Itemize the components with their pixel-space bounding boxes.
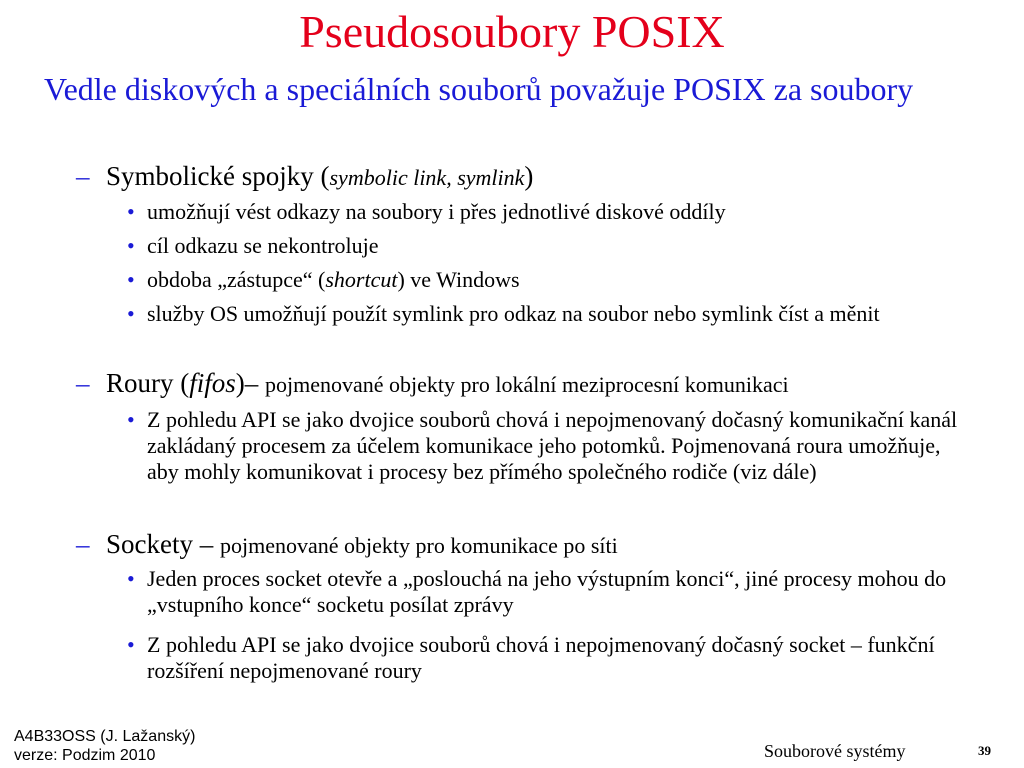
item-text-pre: obdoba „zástupce“ ( <box>147 267 326 292</box>
intro-text: Vedle diskových a speciálních souborů považuje POSIX za soubory <box>44 71 914 107</box>
dash-marker: – <box>76 368 90 398</box>
item-text: Z pohledu API se jako dvojice souborů chová i nepojmenovaný dočasný komunikační kanál zakládaný procesem za účelem komunikace jeho potomků. Pojmenovaná roura umožňuje, aby mohly komunikovat i procesy bez přímého společného rodiče (viz dále) <box>147 407 958 484</box>
bullet-marker: • <box>127 301 135 326</box>
list-item <box>127 407 977 485</box>
bullet-marker: • <box>127 233 135 258</box>
section-heading-italic: fifos <box>189 368 236 398</box>
footer-topic: Souborové systémy <box>764 741 906 761</box>
slide-title: Pseudosoubory POSIX <box>299 6 725 57</box>
bullet-marker: • <box>127 199 135 224</box>
item-text-italic: shortcut <box>325 267 398 292</box>
section-sockets <box>76 528 1024 562</box>
item-text: Z pohledu API se jako dvojice souborů chová i nepojmenovaný dočasný socket – funkční rozšíření nepojmenované roury <box>147 632 935 683</box>
dash-marker: – <box>76 529 90 559</box>
item-text: cíl odkazu se nekontroluje <box>147 233 379 258</box>
bullet-marker: • <box>127 407 135 432</box>
list-item <box>127 233 997 259</box>
list-item <box>127 566 987 618</box>
section-heading: Symbolické spojky <box>106 161 314 191</box>
section-heading-desc: pojmenované objekty pro komunikace po síti <box>220 533 618 558</box>
footer-course: A4B33OSS (J. Lažanský) <box>14 728 196 745</box>
section-heading: Roury ( <box>106 368 190 398</box>
bullet-marker: • <box>127 632 135 657</box>
footer-version: verze: Podzim 2010 <box>14 747 156 764</box>
section-heading-desc: pojmenované objekty pro lokální meziprocesní komunikaci <box>265 372 789 397</box>
section-fifos <box>76 367 1024 401</box>
list-item <box>127 301 967 327</box>
section-symlinks <box>76 160 1024 194</box>
section-heading-paren-open: ( <box>313 161 330 191</box>
section-heading-paren-close: ) <box>524 161 534 191</box>
dash-marker: – <box>76 161 90 191</box>
bullet-marker: • <box>127 566 135 591</box>
list-item <box>127 632 977 684</box>
section-heading: Sockety – <box>106 529 220 559</box>
footer-course-info <box>14 727 195 765</box>
item-text: umožňují vést odkazy na soubory i přes jednotlivé diskové oddíly <box>147 199 726 224</box>
list-item <box>127 199 997 225</box>
section-heading-close: )– <box>235 368 266 398</box>
item-text: Jeden proces socket otevře a „poslouchá na jeho výstupním konci“, jiné procesy mohou do „vstupního konce“ socketu posílat zprávy <box>147 566 947 617</box>
item-text-post: ) ve Windows <box>397 267 520 292</box>
page-number: 39 <box>978 743 991 758</box>
list-item <box>127 267 997 293</box>
item-text: služby OS umožňují použít symlink pro odkaz na soubor nebo symlink číst a měnit <box>147 301 880 326</box>
bullet-marker: • <box>127 267 135 292</box>
section-heading-italic: symbolic link, symlink <box>329 165 525 190</box>
